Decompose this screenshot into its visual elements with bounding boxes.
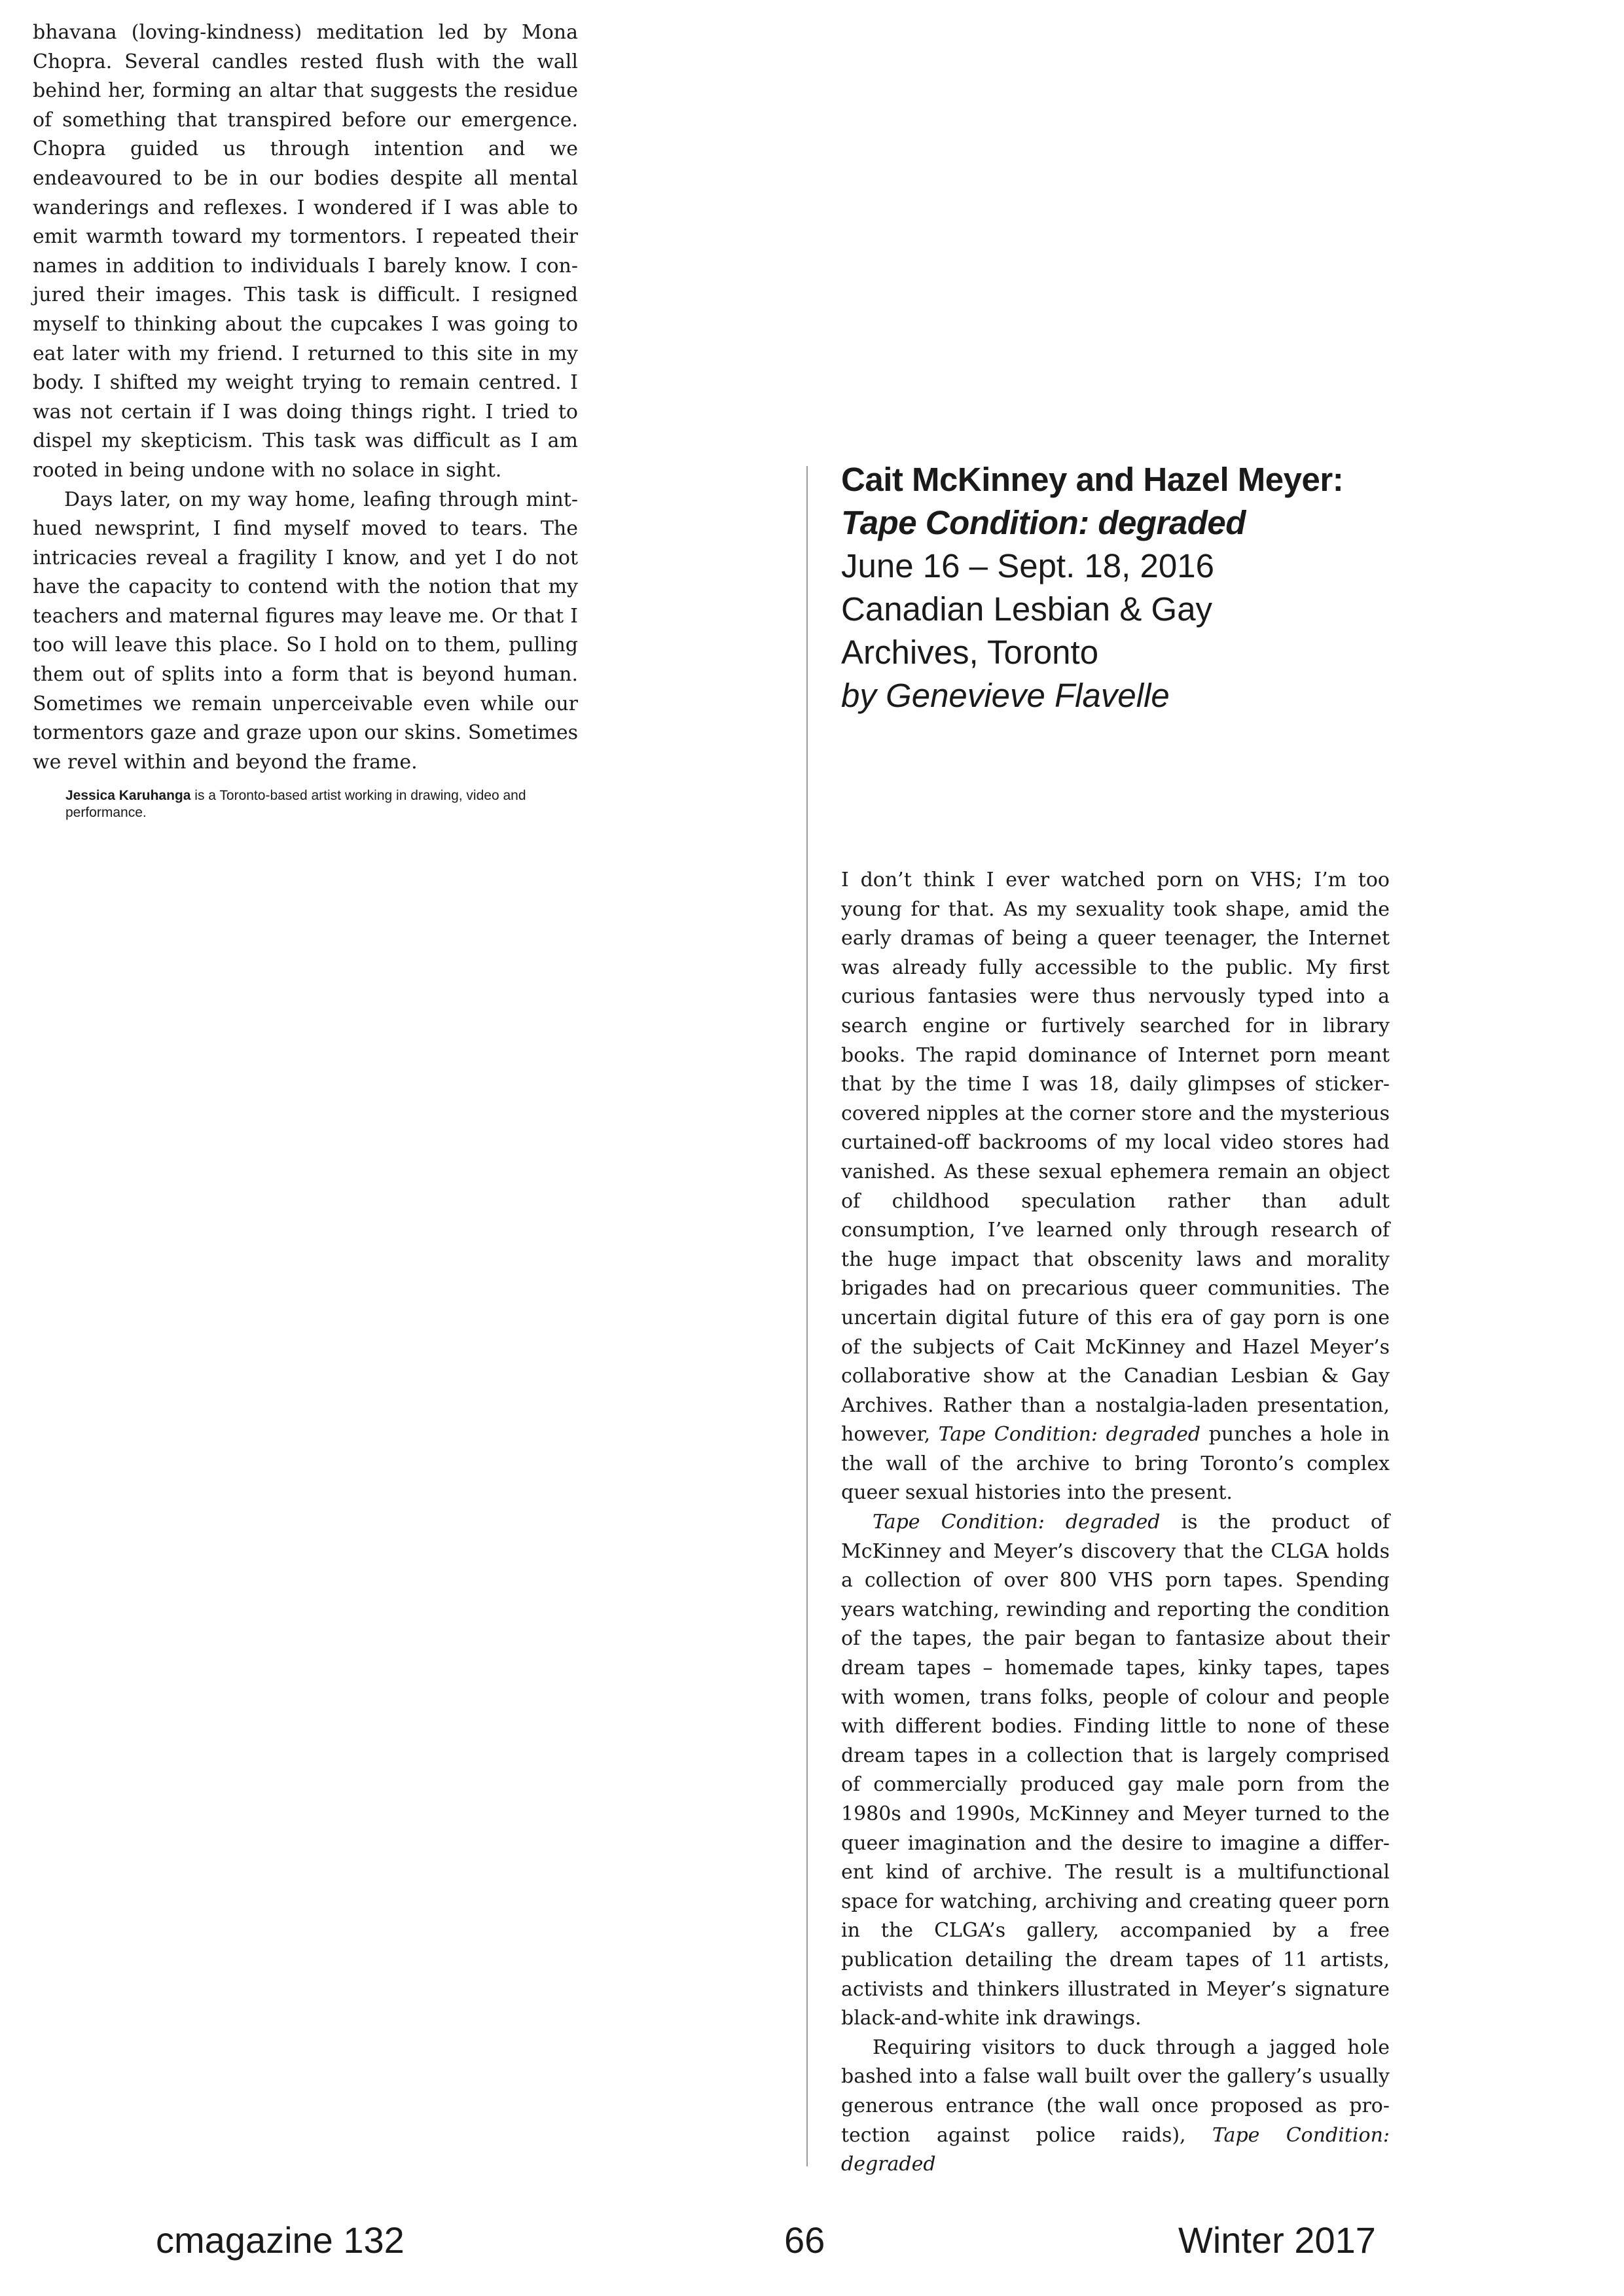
- review-p3-title: Tape Condition: degraded: [841, 2123, 1390, 2176]
- review-p2-text: is the product of McKinney and Meyer’s discovery that the CLGA holds a collection of over 800 VHS porn tapes. Spending years watching, rewinding and reporting the condition of the tapes, the pair began to fantasize about their dream tapes – homemade tapes, kinky tapes, tapes with women, trans folks, people of colour and people with different bodies. Finding little to none of these dream tapes in a collection that is largely comprised of commercially produced gay male porn from the 1980s and 1990s, McKinney and Meyer turned to the queer imagination and the desire to imagine a different kind of archive. The result is a multifunctional space for watching, archiving and creating queer porn in the CLGA’s gallery, accompanied by a free publication detailing the dream tapes of 11 artists, activists and thinkers illustrated in Meyer’s signature black-and-white ink drawings.: [841, 1511, 1390, 2030]
- review-p1-text-a: I don’t think I ever watched porn on VHS; I’m too young for that. As my sexuality took shape, amid the early dramas of being a queer teenager, the Internet was already fully accessible to the public. My first curious fantasies were thus nervously typed into a search engine or furtively searched for in library books. The rapid dominance of Internet porn meant that by the time I was 18, daily glimpses of sticker-covered nipples at the corner store and the mysterious curtained-off backrooms of my local video stores had vanished. As these sexual ephemera remain an object of childhood speculation rather than adult consumption, I’ve learned only through research of the huge impact that obscenity laws and morality brigades had on precarious queer communities. The uncertain digital future of this era of gay porn is one of the subjects of Cait McKinney and Hazel Meyer’s collaborative show at the Canadian Lesbian & Gay Archives. Rather than a nostalgia-laden presentation, however,: [841, 869, 1390, 1446]
- venue-line-2: Archives, Toronto: [841, 634, 1099, 671]
- review-paragraph-3: [841, 2034, 1390, 2179]
- exhibition-dates: June 16 – Sept. 18, 2016: [841, 547, 1214, 584]
- review-header: [841, 458, 1496, 717]
- review-p1-text-b: punches a hole in the wall of the archive to bring Toronto’s complex queer sexual histories into the present.: [841, 1423, 1390, 1505]
- review-p2-title: Tape Condition: degraded: [873, 1511, 1161, 1534]
- review-p1-title: Tape Condition: degraded: [938, 1423, 1201, 1446]
- review-artists: Cait McKinney and Hazel Meyer:: [841, 461, 1344, 498]
- footer-issue: Winter 2017: [1178, 2219, 1376, 2261]
- review-byline: by Genevieve Flavelle: [841, 677, 1170, 714]
- review-p3-text: Requiring visitors to duck through a jagged hole bashed into a false wall built over the gallery’s usually generous entrance (the wall once proposed as protection against police raids),: [841, 2036, 1390, 2147]
- bio-text: is a Toronto-based artist working in drawing, video and performance.: [65, 788, 526, 820]
- left-paragraph-2: Days later, on my way home, leafing through mint-hued newsprint, I find myself moved to tears. The intricacies reveal a fragility I know, and yet I do not have the capacity to contend with the notion that my teachers and maternal figures may leave me. Or that I too will leave this place. So I hold on to them, pulling them out of splits into a form that is beyond human. Sometimes we remain unperceivable even while our tormentors gaze and graze upon our skins. Sometimes we revel within and beyond the frame.: [33, 488, 578, 774]
- review-paragraph-1: [841, 866, 1390, 1508]
- venue-line-1: Canadian Lesbian & Gay: [841, 590, 1213, 628]
- footer-magazine-name: cmagazine 132: [156, 2219, 405, 2261]
- review-text-column: [841, 866, 1390, 2179]
- footer-page-number: 66: [784, 2219, 825, 2261]
- author-bio: [65, 787, 537, 821]
- review-paragraph-2: [841, 1508, 1390, 2034]
- left-article-text-column: [33, 18, 578, 777]
- exhibition-title: Tape Condition: degraded: [841, 504, 1246, 541]
- bio-name: Jessica Karuhanga: [65, 788, 191, 803]
- left-paragraph-1: bhavana (loving-kindness) meditation led by Mona Chopra. Several candles rested flush with the wall behind her, forming an altar that suggests the residue of something that transpired before our emergence. Chopra guided us through intention and we endeavoured to be in our bodies despite all mental wanderings and reflexes. I wondered if I was able to emit warmth toward my tormentors. I repeated their names in addition to individuals I barely know. I conjured their images. This task is difficult. I resigned myself to thinking about the cupcakes I was going to eat later with my friend. I returned to this site in my body. I shifted my weight trying to remain centred. I was not certain if I was doing things right. I tried to dispel my skepticism. This task was difficult as I am rooted in being undone with no solace in sight.: [33, 21, 578, 482]
- column-divider-rule: [806, 466, 808, 2166]
